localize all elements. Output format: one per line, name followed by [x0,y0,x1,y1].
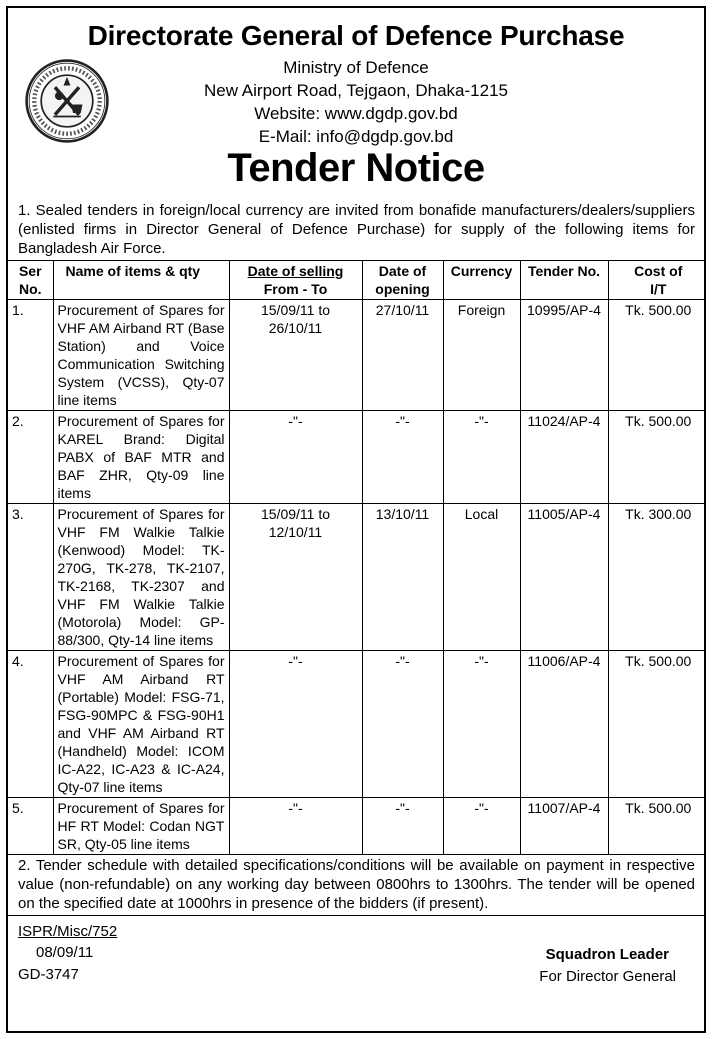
cell-currency: Foreign [443,300,520,411]
cell-tender: 11005/AP-4 [520,504,608,651]
ispr-reference: ISPR/Misc/752 [18,923,118,940]
cell-tender: 11007/AP-4 [520,798,608,855]
signatory-designation: For Director General [539,968,676,985]
intro-paragraph: 1. Sealed tenders in foreign/local currency are invited from bonafide manufacturers/dealers/suppliers (enlisted firms in Director General of Defence Purchase) for supply of the following items for Bangladesh Air Force. [18,202,695,257]
cell-currency: -"- [443,411,520,504]
cell-ser: 1. [8,300,53,411]
cell-opening: 27/10/11 [362,300,443,411]
col-header-tender: Tender No. [520,261,608,300]
website-line: Website: www.dgdp.gov.bd [254,104,458,123]
table-row [8,651,706,798]
cell-selling: -"- [229,798,362,855]
cell-ser: 5. [8,798,53,855]
organization-title: Directorate General of Defence Purchase [87,20,625,51]
notice-header [8,8,704,200]
cell-opening: 13/10/11 [362,504,443,651]
cell-ser: 2. [8,411,53,504]
cell-cost: Tk. 300.00 [608,504,706,651]
gd-number: GD-3747 [18,966,79,983]
address-line: New Airport Road, Tejgaon, Dhaka-1215 [204,81,508,100]
cell-cost: Tk. 500.00 [608,300,706,411]
col-header-opening: Date of opening [362,261,443,300]
ministry-line: Ministry of Defence [283,58,429,77]
cell-cost: Tk. 500.00 [608,411,706,504]
cell-selling: -"- [229,651,362,798]
notice-footer [8,915,704,1016]
cell-currency: -"- [443,798,520,855]
cell-name: Procurement of Spares for KAREL Brand: Digital PABX of BAF MTR and BAF ZHR, Qty-09 line items [53,411,229,504]
schedule-paragraph: 2. Tender schedule with detailed specifications/conditions will be available on payment in respective value (non-refundable) on any working day between 0800hrs to 1300hrs. The tender will be opened on the specified date at 1000hrs in presence of the bidders (if present). [18,857,695,912]
cell-tender: 10995/AP-4 [520,300,608,411]
cell-selling: 15/09/11 to 26/10/11 [229,300,362,411]
signatory-rank: Squadron Leader [545,946,669,963]
cell-opening: -"- [362,651,443,798]
cell-tender: 11006/AP-4 [520,651,608,798]
table-row [8,504,706,651]
issue-date: 08/09/11 [36,944,94,961]
email-line: E-Mail: info@dgdp.gov.bd [258,127,454,146]
cell-selling: 15/09/11 to 12/10/11 [229,504,362,651]
table-row [8,300,706,411]
col-header-currency: Currency [443,261,520,300]
cell-currency: -"- [443,651,520,798]
cell-tender: 11024/AP-4 [520,411,608,504]
notice-title: Tender Notice [227,146,485,190]
col-header-selling: Date of selling From - To [229,261,362,300]
table-row [8,411,706,504]
cell-name: Procurement of Spares for VHF FM Walkie Talkie (Kenwood) Model: TK-270G, TK-278, TK-2107, TK-2168, TK-2307 and VHF FM Walkie Talkie (Motorola) Model: GP-88/300, Qty-14 line items [53,504,229,651]
cell-name: Procurement of Spares for VHF AM Airband RT (Base Station) and Voice Communication Switching System (VCSS), Qty-07 line items [53,300,229,411]
table-header-row [8,261,706,300]
tender-table [8,260,706,855]
cell-cost: Tk. 500.00 [608,651,706,798]
cell-selling: -"- [229,411,362,504]
col-header-name: Name of items & qty [53,261,229,300]
cell-opening: -"- [362,798,443,855]
cell-opening: -"- [362,411,443,504]
col-header-ser: Ser No. [8,261,53,300]
col-header-cost: Cost of I/T [608,261,706,300]
table-row [8,798,706,855]
tender-notice-document [6,6,706,1033]
cell-cost: Tk. 500.00 [608,798,706,855]
cell-currency: Local [443,504,520,651]
cell-ser: 3. [8,504,53,651]
cell-name: Procurement of Spares for VHF AM Airband RT (Portable) Model: FSG-71, FSG-90MPC & FSG-90H1 and VHF AM Airband RT (Handheld) Model: ICOM IC-A22, IC-A23 & IC-A24, Qty-07 line items [53,651,229,798]
cell-name: Procurement of Spares for HF RT Model: Codan NGT SR, Qty-05 line items [53,798,229,855]
cell-ser: 4. [8,651,53,798]
